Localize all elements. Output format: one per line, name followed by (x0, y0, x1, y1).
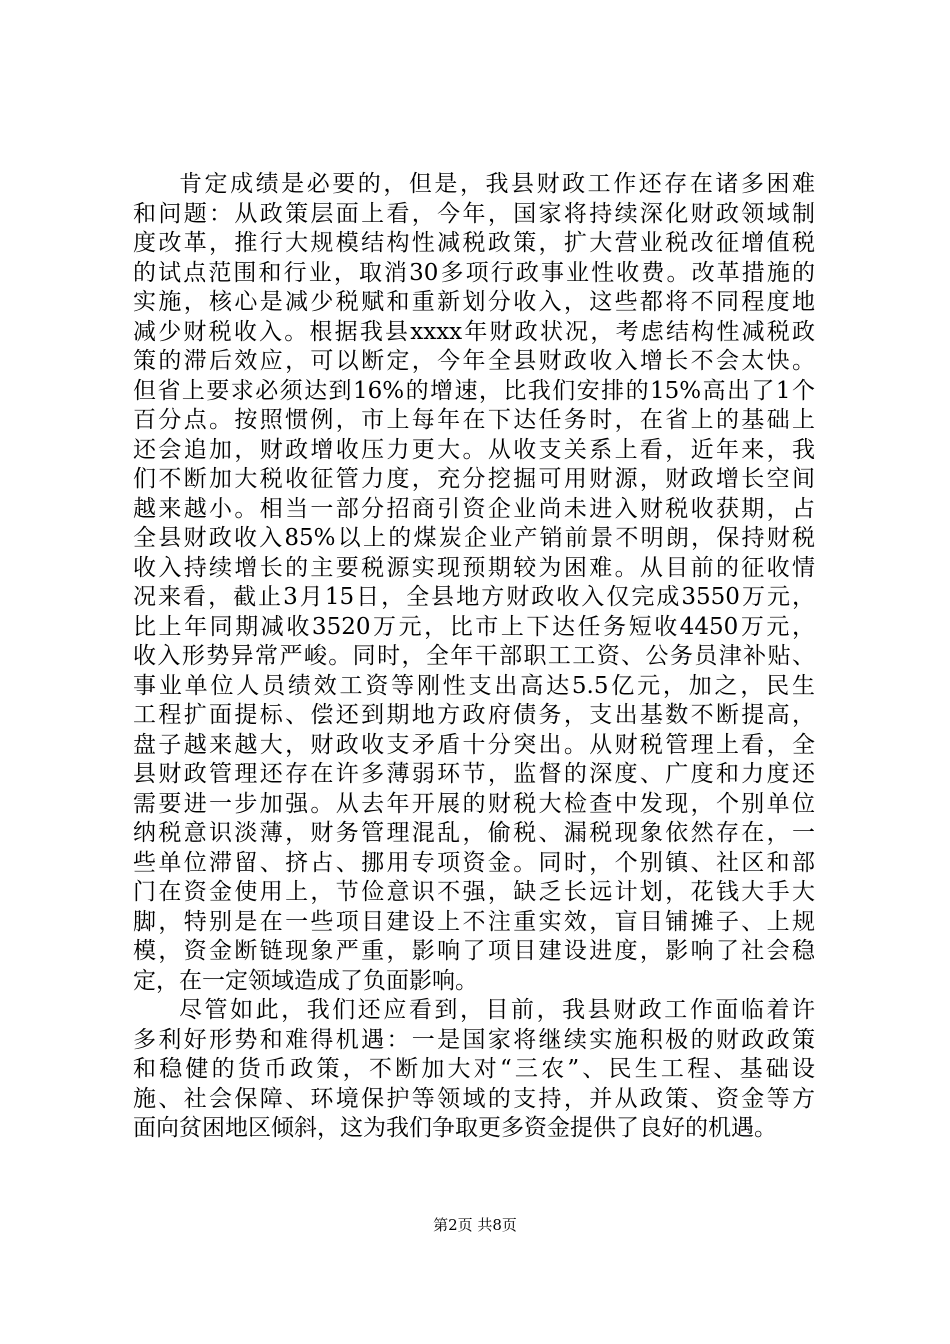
text-line: 面向贫困地区倾斜，这为我们争取更多资金提供了良好的机遇。 (133, 1115, 777, 1141)
text-line: 和问题：从政策层面上看，今年，国家将持续深化财政领域制 (133, 200, 815, 227)
text-line: 们不断加大税收征管力度，充分挖掘可用财源，财政增长空间 (133, 466, 815, 492)
text-line: 的试点范围和行业，取消30多项行政事业性收费。改革措施的 (133, 259, 815, 286)
text-line: 比上年同期减收3520万元，比市上下达任务短收4450万元， (133, 613, 815, 640)
text-line: 实施，核心是减少税赋和重新划分收入，这些都将不同程度地 (133, 289, 815, 315)
text-line: 工程扩面提标、偿还到期地方政府债务，支出基数不断提高， (133, 702, 815, 728)
text-line: 脚，特别是在一些项目建设上不注重实效，盲目铺摊子、上规 (133, 908, 815, 935)
text-line: 和稳健的货币政策，不断加大对“三农”、民生工程、基础设 (133, 1056, 815, 1082)
page-footer: 第2页 共8页 (433, 1216, 517, 1234)
body-text (133, 170, 815, 1144)
text-line: 县财政管理还存在许多薄弱环节，监督的深度、广度和力度还 (133, 761, 815, 787)
text-line: 需要进一步加强。从去年开展的财税大检查中发现，个别单位 (133, 790, 815, 817)
text-line: 定，在一定领域造成了负面影响。 (133, 967, 478, 994)
text-line: 全县财政收入85%以上的煤炭企业产销前景不明朗，保持财税 (133, 525, 815, 551)
text-line: 收入形势异常严峻。同时，全年干部职工工资、公务员津补贴、 (133, 643, 815, 669)
text-line: 多利好形势和难得机遇：一是国家将继续实施积极的财政政策 (133, 1026, 815, 1053)
text-line: 些单位滞留、挤占、挪用专项资金。同时，个别镇、社区和部 (133, 849, 815, 876)
text-line: 况来看，截止3月15日，全县地方财政收入仅完成3550万元， (133, 584, 815, 610)
text-line: 盘子越来越大，财政收支矛盾十分突出。从财税管理上看，全 (133, 731, 815, 758)
paragraph (133, 996, 815, 1144)
text-line: 纳税意识淡薄，财务管理混乱，偷税、漏税现象依然存在，一 (133, 820, 815, 846)
text-line: 尽管如此，我们还应看到，目前，我县财政工作面临着许 (179, 997, 815, 1023)
text-line: 还会追加，财政增收压力更大。从收支关系上看，近年来，我 (133, 436, 815, 463)
text-line: 策的滞后效应，可以断定，今年全县财政收入增长不会太快。 (133, 348, 815, 374)
text-line: 肯定成绩是必要的，但是，我县财政工作还存在诸多困难 (179, 171, 815, 197)
text-line: 减少财税收入。根据我县xxxx年财政状况，考虑结构性减税政 (133, 318, 815, 345)
text-line: 施、社会保障、环境保护等领域的支持，并从政策、资金等方 (133, 1085, 815, 1112)
text-line: 模，资金断链现象严重，影响了项目建设进度，影响了社会稳 (133, 938, 815, 964)
text-line: 事业单位人员绩效工资等刚性支出高达5.5亿元，加之，民生 (133, 672, 815, 699)
text-line: 度改革，推行大规模结构性减税政策，扩大营业税改征增值税 (133, 230, 815, 256)
paragraph (133, 170, 815, 996)
text-line: 但省上要求必须达到16%的增速，比我们安排的15%高出了1个 (133, 377, 815, 404)
text-line: 越来越小。相当一部分招商引资企业尚未进入财税收获期，占 (133, 495, 815, 522)
text-line: 门在资金使用上，节俭意识不强，缺乏长远计划，花钱大手大 (133, 879, 815, 905)
text-line: 百分点。按照惯例，市上每年在下达任务时，在省上的基础上 (133, 407, 815, 433)
text-line: 收入持续增长的主要税源实现预期较为困难。从目前的征收情 (133, 554, 815, 581)
